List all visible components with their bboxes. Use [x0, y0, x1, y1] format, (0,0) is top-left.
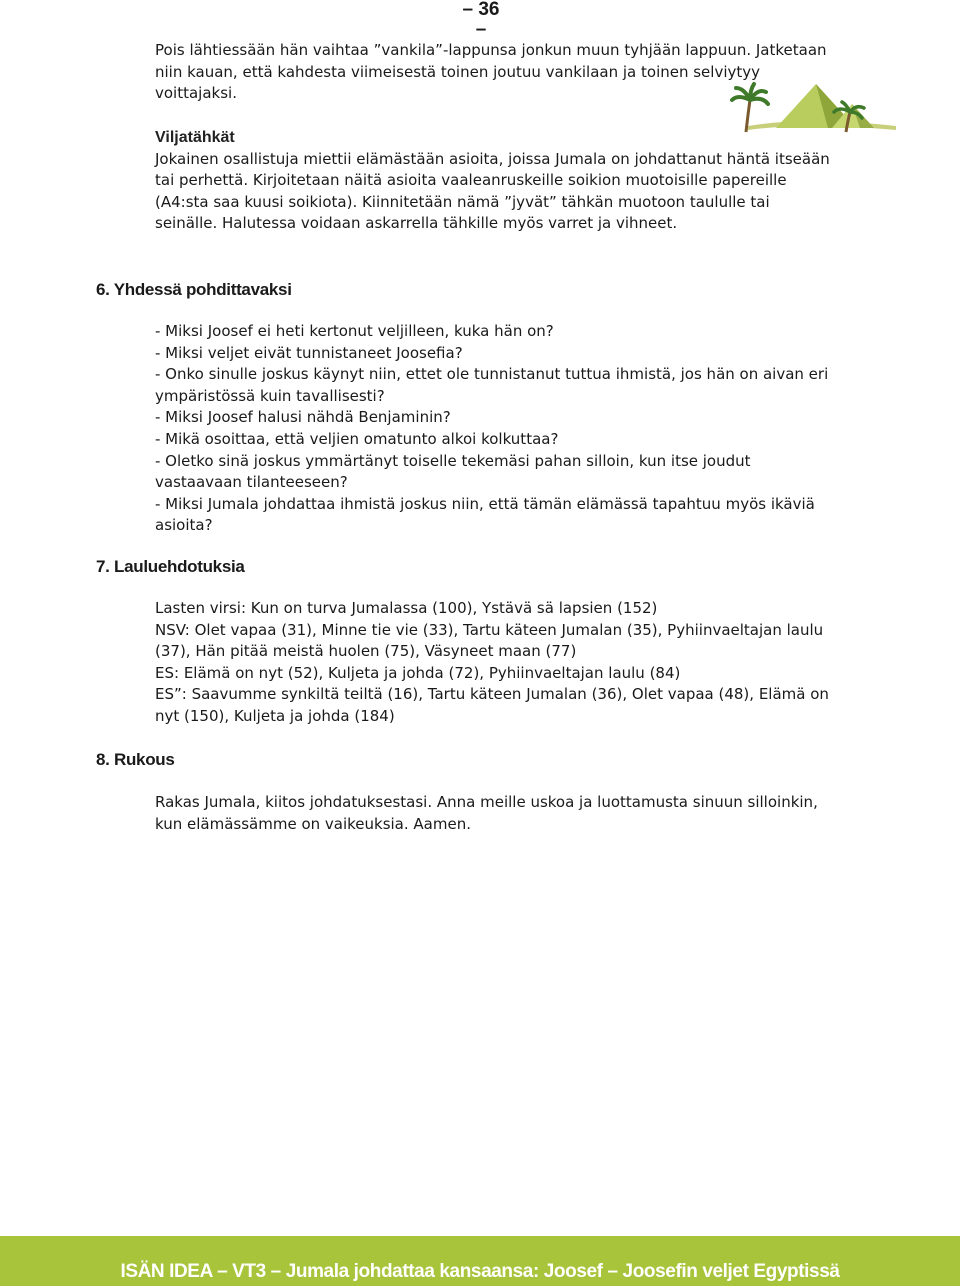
discussion-questions	[155, 321, 835, 537]
viljatahkat-title: Viljatähkät	[155, 129, 235, 146]
list-item: - Miksi Jumala johdattaa ihmistä joskus niin, että tämän elämässä tapahtuu myös ikäviä asioita?	[155, 494, 815, 535]
list-item: Lasten virsi: Kun on turva Jumalassa (100), Ystävä sä lapsien (152)	[155, 599, 658, 617]
list-item: ES”: Saavumme synkiltä teiltä (16), Tartu käteen Jumalan (36), Olet vapaa (48), Elämä on nyt (150), Kuljeta ja johda (184)	[155, 685, 829, 725]
footer-title: ISÄN IDEA – VT3 – Jumala johdattaa kansaansa: Joosef – Joosefin veljet Egyptissä	[120, 1261, 840, 1282]
viljatahkat-block	[155, 127, 835, 235]
list-item: - Onko sinulle joskus käynyt niin, ettet ole tunnistanut tuttua ihmistä, jos hän on aivan eri ympäristössä kuin tavallisesti?	[155, 365, 829, 405]
list-item: - Mikä osoittaa, että veljien omatunto alkoi kolkuttaa?	[155, 429, 559, 448]
prayer-text: Rakas Jumala, kiitos johdatuksestasi. Anna meille uskoa ja luottamusta sinuun silloinkin, kun elämässämme on vaikeuksia. Aamen.	[155, 793, 818, 833]
list-item: - Miksi veljet eivät tunnistaneet Joosefia?	[155, 343, 463, 362]
section-8-heading: 8. Rukous	[96, 750, 175, 769]
list-item: - Miksi Joosef ei heti kertonut veljilleen, kuka hän on?	[155, 322, 554, 340]
section-7-heading: 7. Lauluehdotuksia	[96, 557, 245, 576]
list-item: NSV: Olet vapaa (31), Minne tie vie (33), Tartu käteen Jumalan (35), Pyhiinvaeltajan laulu (37), Hän pitää meistä huolen (75), Väsyneet maan (77)	[155, 620, 824, 661]
intro-paragraph: Pois lähtiessään hän vaihtaa ”vankila”-lappunsa jonkun muun tyhjään lappuun. Jatketaan niin kauan, että kahdesta viimeisestä toinen joutuu vankilaan ja toinen selviytyy voittajaksi.	[155, 41, 827, 103]
section-6-heading: 6. Yhdessä pohdittavaksi	[96, 280, 292, 299]
list-item: - Oletko sinä joskus ymmärtänyt toiselle tekemäsi pahan silloin, kun itse joudut vastaavaan tilanteeseen?	[155, 451, 751, 492]
list-item: - Miksi Joosef halusi nähdä Benjaminin?	[155, 408, 451, 427]
list-item: ES: Elämä on nyt (52), Kuljeta ja johda (72), Pyhiinvaeltajan laulu (84)	[155, 663, 681, 682]
page-number: – 36 –	[462, 0, 500, 40]
viljatahkat-body: Jokainen osallistuja miettii elämästään asioita, joissa Jumala on johdattanut häntä itseään tai perhettä. Kirjoitetaan näitä asioita vaaleanruskeille soikion muotoisille papereille (A4:sta saa kuusi soikiota). Kiinnitetään nämä ”jyvät” tähkän muotoon taululle tai seinälle. Halutessa voidaan askarrella tähkille myös varret ja vihneet.	[155, 149, 830, 233]
footer-bar	[0, 1236, 960, 1286]
song-suggestions	[155, 598, 835, 728]
